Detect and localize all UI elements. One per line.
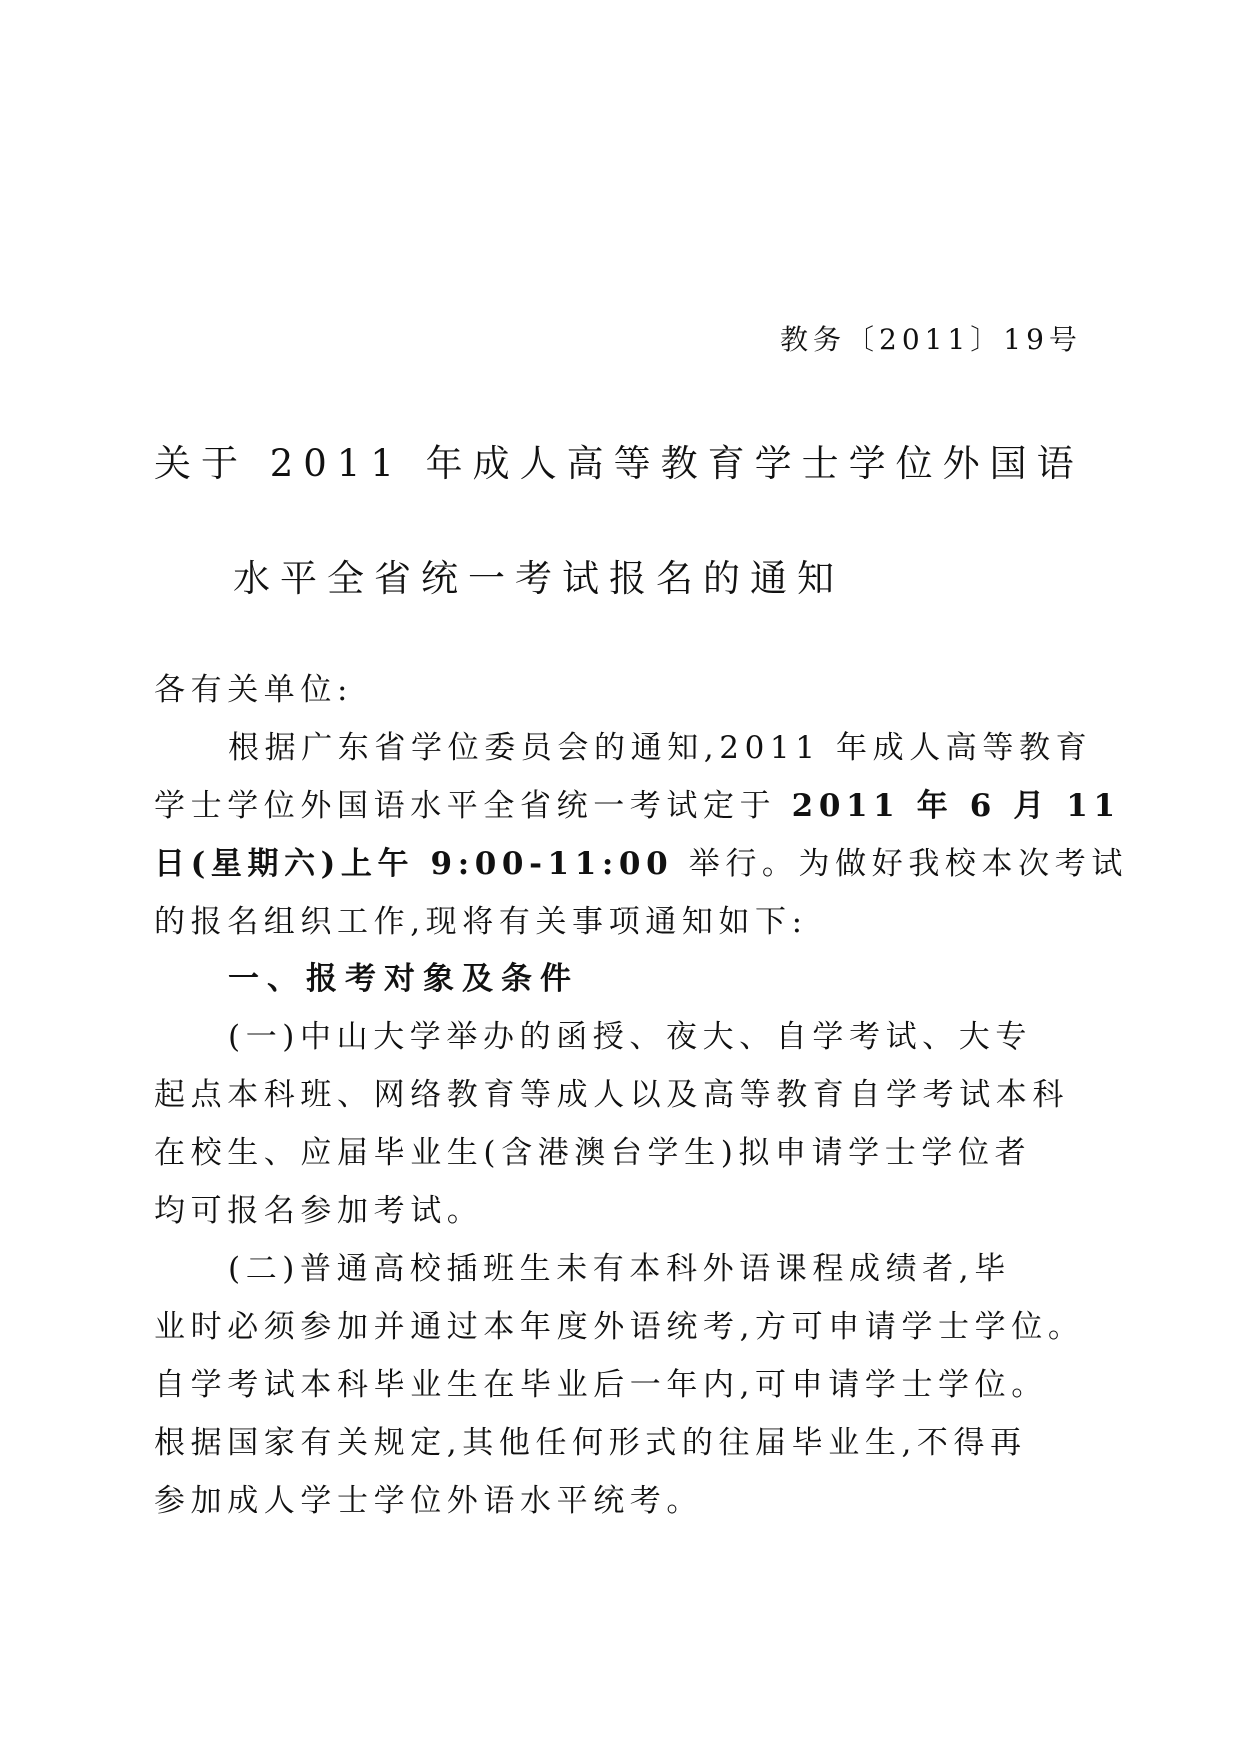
- intro-line-1: 根据广东省学位委员会的通知,2011 年成人高等教育: [228, 730, 1093, 766]
- exam-date: 2011 年 6 月 11: [791, 788, 1121, 824]
- item-1-line-2: 起点本科班、网络教育等成人以及高等教育自学考试本科: [154, 1077, 1069, 1113]
- document-number: 教务〔2011〕19号: [780, 323, 1082, 356]
- intro-line-3-text: 举行。为做好我校本次考试: [673, 846, 1128, 882]
- item-1-line-3: 在校生、应届毕业生(含港澳台学生)拟申请学士学位者: [154, 1135, 1032, 1171]
- title-line-1: 关于 2011 年成人高等教育学士学位外国语: [154, 442, 1084, 485]
- title-line-2: 水平全省统一考试报名的通知: [233, 557, 844, 600]
- section-1-heading: 一、报考对象及条件: [228, 961, 579, 997]
- exam-time: 日(星期六)上午 9:00-11:00: [154, 846, 674, 882]
- item-1-line-1: (一)中山大学举办的函授、夜大、自学考试、大专: [228, 1019, 1032, 1055]
- item-2-line-1: (二)普通高校插班生未有本科外语课程成绩者,毕: [228, 1251, 1011, 1287]
- item-1-line-4: 均可报名参加考试。: [154, 1193, 484, 1229]
- intro-line-2: [154, 780, 1121, 825]
- item-2-line-3: 自学考试本科毕业生在毕业后一年内,可申请学士学位。: [154, 1367, 1048, 1403]
- intro-line-2-text: 学士学位外国语水平全省统一考试定于: [154, 788, 792, 824]
- item-2-line-5: 参加成人学士学位外语水平统考。: [154, 1483, 703, 1519]
- item-2-line-4: 根据国家有关规定,其他任何形式的往届毕业生,不得再: [154, 1425, 1027, 1461]
- salutation: 各有关单位:: [154, 672, 354, 708]
- intro-line-3: [154, 838, 1128, 883]
- intro-line-4: 的报名组织工作,现将有关事项通知如下:: [154, 904, 808, 940]
- item-2-line-2: 业时必须参加并通过本年度外语统考,方可申请学士学位。: [154, 1309, 1085, 1345]
